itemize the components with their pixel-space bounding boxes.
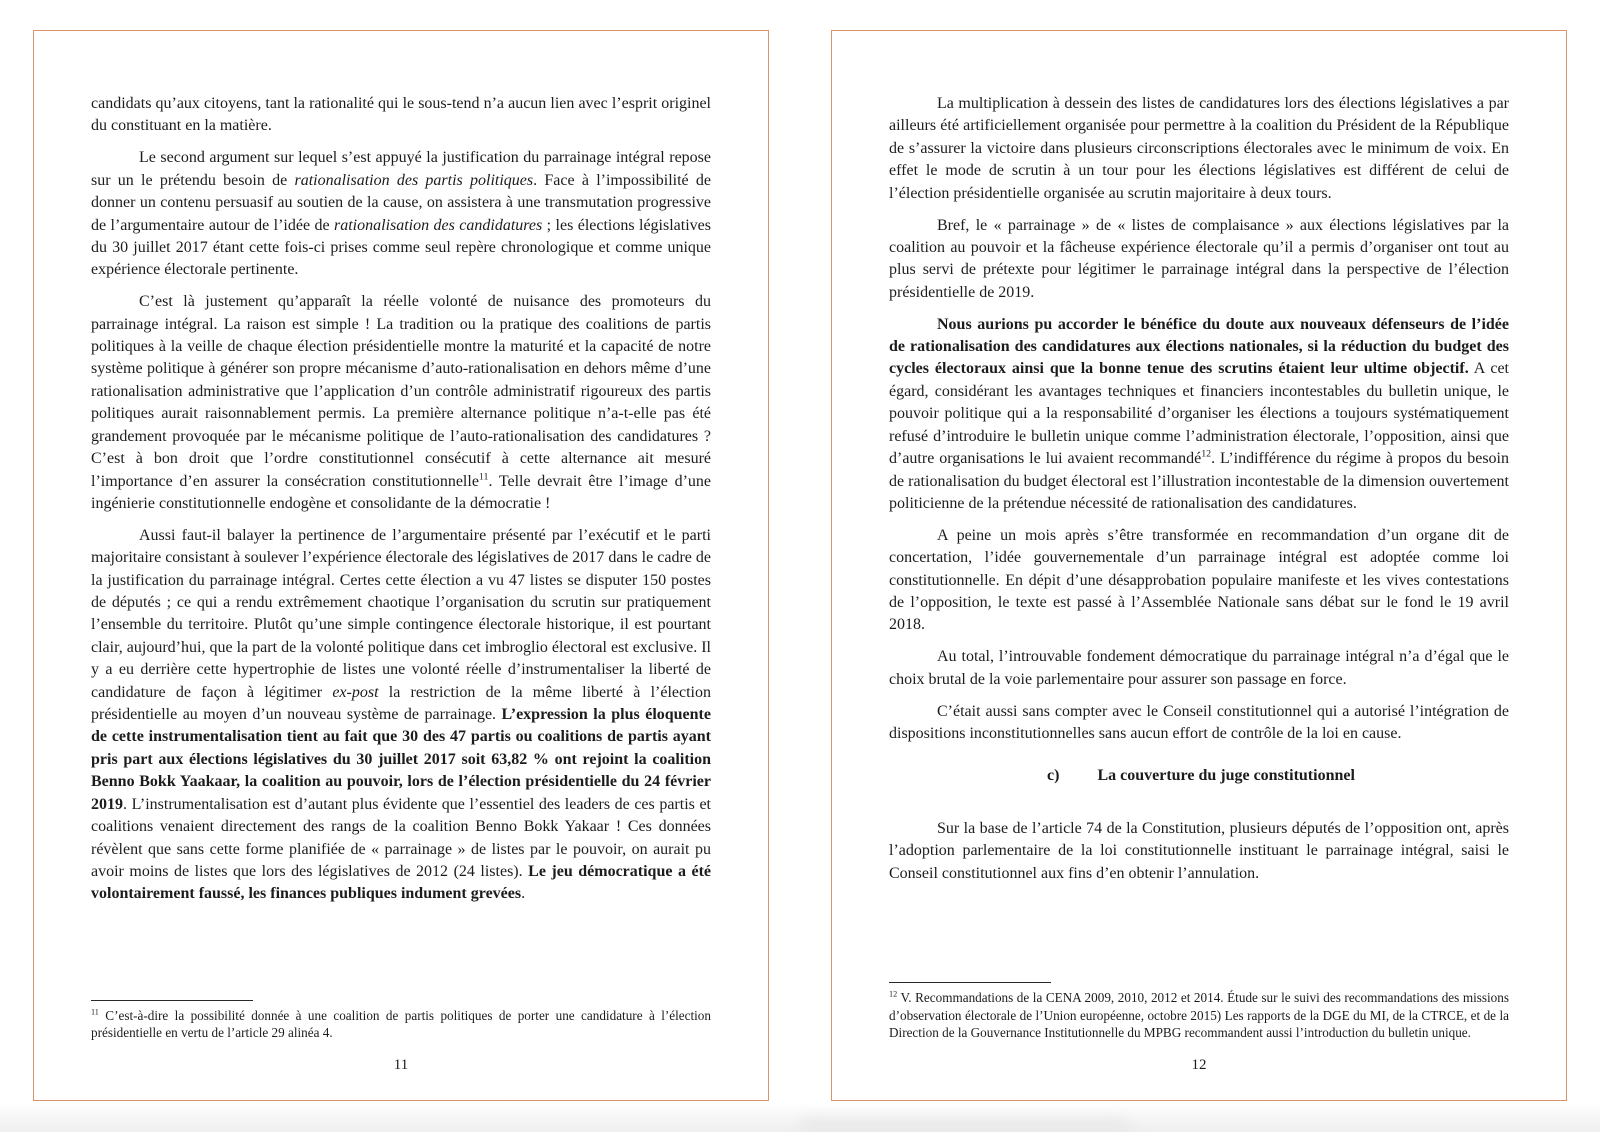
page-11-body (91, 93, 711, 915)
paragraph: Aussi faut-il balayer la pertinence de l’argumentaire présenté par l’exécutif et le parti majoritaire consistant à soulever l’expérience électorale des législatives de 2017 dans le cadre de la justification du parrainage intégral. Certes cette élection a vu 47 listes se disputer 150 postes de députés ; ce qui a rendu extrêmement chaotique l’organisation du scrutin sur pratiquement l’ensemble du territoire. Plutôt qu’une simple contingence électorale historique, il est pourtant clair, aujourd’hui, que la part de la volonté politique dans cet imbroglio électoral est exclusive. Il y a eu derrière cette hypertrophie de listes une volonté réelle d’instrumentaliser la liberté de candidature de façon à légitimer ex-post la restriction de la même liberté à l’élection présidentielle au moyen d’un nouveau système de parrainage. L’expression la plus éloquente de cette instrumentalisation tient au fait que 30 des 47 partis ou coalitions de partis ayant pris part aux élections législatives du 30 juillet 2017 soit 63,82 % ont rejoint la coalition Benno Bokk Yaakaar, la coalition au pouvoir, lors de l’élection présidentielle du 24 février 2019. L’instrumentalisation est d’autant plus évidente que l’essentiel des leaders de ces partis et coalitions venaient directement des rangs de la coalition Benno Bokk Yakaar ! Ces données révèlent que sans cette forme planifiée de « parrainage » de listes par le pouvoir, on aurait pu avoir moins de listes que lors des législatives de 2012 (24 listes). Le jeu démocratique a été volontairement faussé, les finances publiques indument grevées. (91, 526, 712, 903)
heading-title: La couverture du juge constitutionnel (1097, 767, 1355, 785)
footnote-rule (889, 982, 1051, 983)
paragraph: Sur la base de l’article 74 de la Constitution, plusieurs députés de l’opposition ont, après l’adoption parlementaire de la loi constitutionnelle instituant le parrainage intégral, saisi le Conseil constitutionnel aux fins d’en obtenir l’annulation. (889, 819, 1509, 882)
paragraph: A peine un mois après s’être transformée en recommandation d’un organe dit de concertation, l’idée gouvernementale d’un parrainage intégral est adoptée comme loi constitutionnelle. En dépit d’une désapprobation populaire manifeste et les vives contestations de l’opposition, le texte est passé à l’Assemblée Nationale sans débat sur le fond le 19 avril 2018. (889, 526, 1509, 634)
heading-label: c) (1047, 767, 1060, 785)
paragraph: candidats qu’aux citoyens, tant la rationalité qui le sous-tend n’a aucun lien avec l’esprit originel du constituant en la matière. (91, 95, 711, 135)
section-heading (889, 765, 1509, 787)
paragraph: Nous aurions pu accorder le bénéfice du doute aux nouveaux défenseurs de l’idée de rationalisation des candidatures aux élections nationales, si la réduction du budget des cycles électoraux ainsi que la bonne tenue des scrutins étaient leur ultime objectif. A cet égard, considérant les avantages techniques et financiers incontestables du bulletin unique, le pouvoir politique qui a la responsabilité d’organiser les élections a toujours systématiquement refusé d’introduire le bulletin unique comme l’administration électorale, l’opposition, ainsi que d’autre organisations le lui avaient recommandé$^{12}$. L’indifférence du régime à propos du besoin de rationalisation du budget électoral est l’illustration incontestable de la dimension ouvertement politicienne de la prétendue nécessité de rationalisation des candidatures. (889, 315, 1510, 512)
bottom-smudge (800, 1120, 1130, 1132)
paragraph: Bref, le « parrainage » de « listes de complaisance » aux élections législatives par la coalition au pouvoir et la fâcheuse expérience électorale qu’il a permis d’organiser ont tout au plus servi de prétexte pour légitimer le parrainage intégral dans la perspective de l’élection présidentielle de 2019. (889, 216, 1509, 301)
footnote (91, 1000, 711, 1042)
footnote-text: $^{12}$ V. Recommandations de la CENA 2009, 2010, 2012 et 2014. Étude sur le suivi des recommandations des missions d’observation électorale de l’Union européenne, octobre 2015) Les rapports de la DGE du MI, de la CTRCE, et de la Direction de la Gouvernance Institutionnelle du MPBG recommandent aussi l’introduction du bulletin unique. (889, 989, 1509, 1041)
paragraph: La multiplication à dessein des listes de candidatures lors des élections législatives a par ailleurs été artificiellement organisée pour permettre à la coalition du Président de la République de s’assurer la victoire dans plusieurs circonscriptions électorales avec le minimum de voix. En effet le mode de scrutin à un tour pour les élections législatives est différent de celui de l’élection présidentielle organisée au scrutin majoritaire à deux tours. (889, 95, 1509, 202)
page-number: 12 (1191, 1057, 1207, 1073)
footnote-marker: 12 (889, 989, 898, 999)
footnote-marker: 11 (91, 1007, 99, 1017)
footnote-text: $^{11}$ C’est-à-dire la possibilité donnée à une coalition de partis politiques de porter une candidature à l’élection présidentielle en vertu de l’article 29 alinéa 4. (91, 1007, 711, 1041)
page-number: 11 (393, 1057, 409, 1073)
page-12 (831, 30, 1567, 1101)
footnote (889, 982, 1509, 1042)
paragraph: C’est là justement qu’apparaît la réelle volonté de nuisance des promoteurs du parrainage intégral. La raison est simple ! La tradition ou la pratique des coalitions de partis politiques à la veille de chaque élection présidentielle montre la maturité et la capacité de notre système politique à générer son propre mécanisme d’auto-rationalisation en dehors même d’une rationalisation administrative que l’application d’un contrôle administratif rigoureux des partis politiques aurait raisonnablement permis. La première alternance politique n’a-t-elle pas été grandement provoquée par le mécanisme politique de l’auto-rationalisation des candidatures ? C’est à bon droit que l’ordre constitutionnel consécutif à cette alternance ait mesuré l’importance d’en assurer la consécration constitutionnelle$^{11}$. Telle devrait être l’image d’une ingénierie constitutionnelle endogène et consolidante de la démocratie ! (91, 293, 712, 512)
paragraph: C’était aussi sans compter avec le Conseil constitutionnel qui a autorisé l’intégration de dispositions inconstitutionnelles sans aucun effort de contrôle de la loi en cause. (889, 702, 1509, 743)
paragraph: Au total, l’introuvable fondement démocratique du parrainage intégral n’a d’égal que le choix brutal de la voie parlementaire pour assurer son passage en force. (889, 648, 1509, 688)
paragraph: Le second argument sur lequel s’est appuyé la justification du parrainage intégral repose sur un le prétendu besoin de rationalisation des partis politiques. Face à l’impossibilité de donner un contenu persuasif au soutien de la cause, on assistera à une transmutation progressive de l’argumentaire autour de l’idée de rationalisation des candidatures ; les élections législatives du 30 juillet 2017 étant cette fois-ci prises comme seul repère chronologique et comme unique expérience électorale pertinente. (91, 149, 712, 279)
footnote-rule (91, 1000, 253, 1001)
page-12-body (889, 93, 1509, 895)
page-11 (33, 30, 769, 1101)
bottom-shadow (0, 1102, 1600, 1132)
